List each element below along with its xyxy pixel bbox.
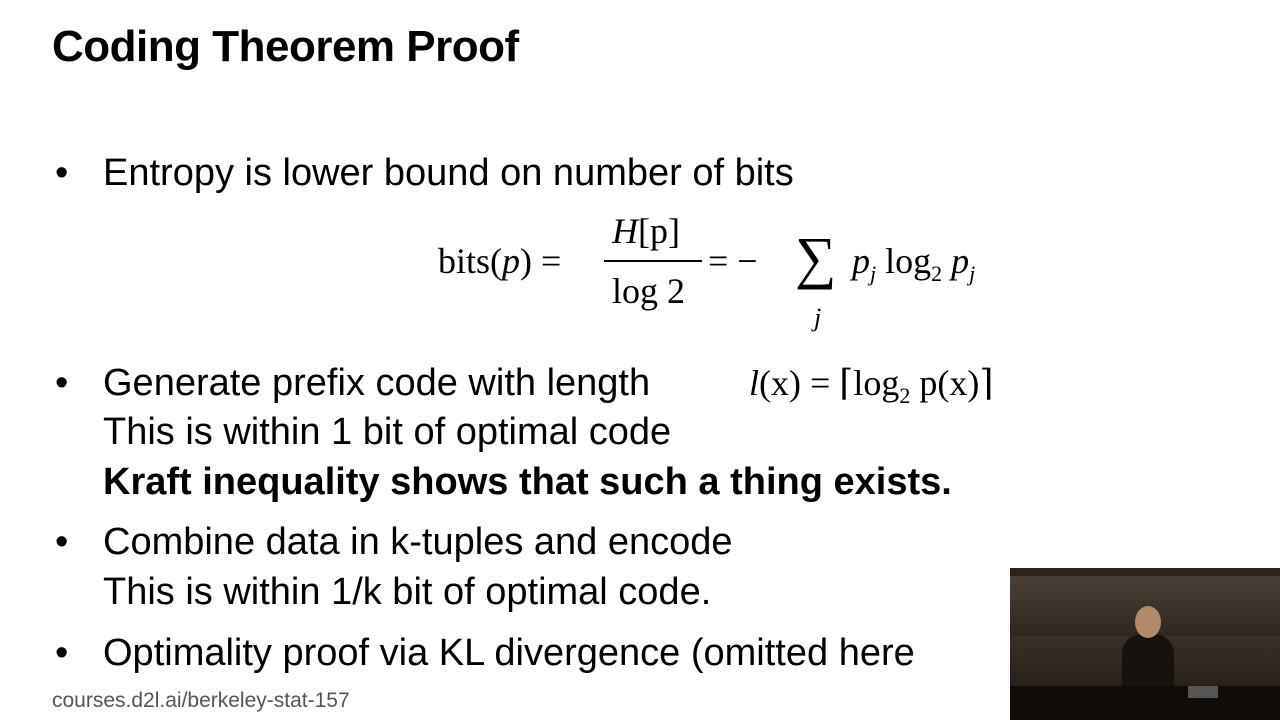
bullet-dot: • (55, 632, 69, 674)
lecturer-video (1010, 568, 1280, 720)
bullet-2-line-3: Kraft inequality shows that such a thing exists. (103, 461, 952, 503)
footer-url: courses.d2l.ai/berkeley-stat-157 (52, 689, 350, 712)
code-length-equation: $l(x) = ⌈\log_2$ p(x)⌉ (749, 363, 994, 408)
bullet-3-line-2: This is within 1/k bit of optimal code. (103, 571, 712, 613)
bullet-1-text: Entropy is lower bound on number of bits (103, 152, 794, 194)
equals-minus: = − (708, 241, 758, 281)
sum-index: j (814, 303, 822, 332)
video-desk (1010, 686, 1280, 720)
bullet-dot: • (55, 521, 69, 563)
bullet-3-text: Combine data in k-tuples and encode (103, 521, 733, 563)
bullet-dot: • (55, 152, 69, 194)
bits-lhs: bits(p) = (438, 241, 562, 281)
bullet-dot: • (55, 362, 69, 404)
fraction-bar (604, 260, 702, 262)
bullet-2-line-2: This is within 1 bit of optimal code (103, 411, 672, 453)
video-monitor (1188, 686, 1218, 698)
sum-term: $p_j$ $\log_2 p_j$ (852, 241, 976, 286)
bullet-2-text: Generate prefix code with length (103, 362, 651, 404)
video-lecturer-head (1135, 606, 1161, 638)
slide-title: Coding Theorem Proof (52, 22, 519, 71)
fraction-denominator: log 2 (612, 271, 686, 311)
fraction-numerator: H[p] (612, 211, 680, 251)
sum-symbol: ∑ (795, 225, 837, 290)
bullet-4-text: Optimality proof via KL divergence (omitted here (103, 632, 915, 674)
